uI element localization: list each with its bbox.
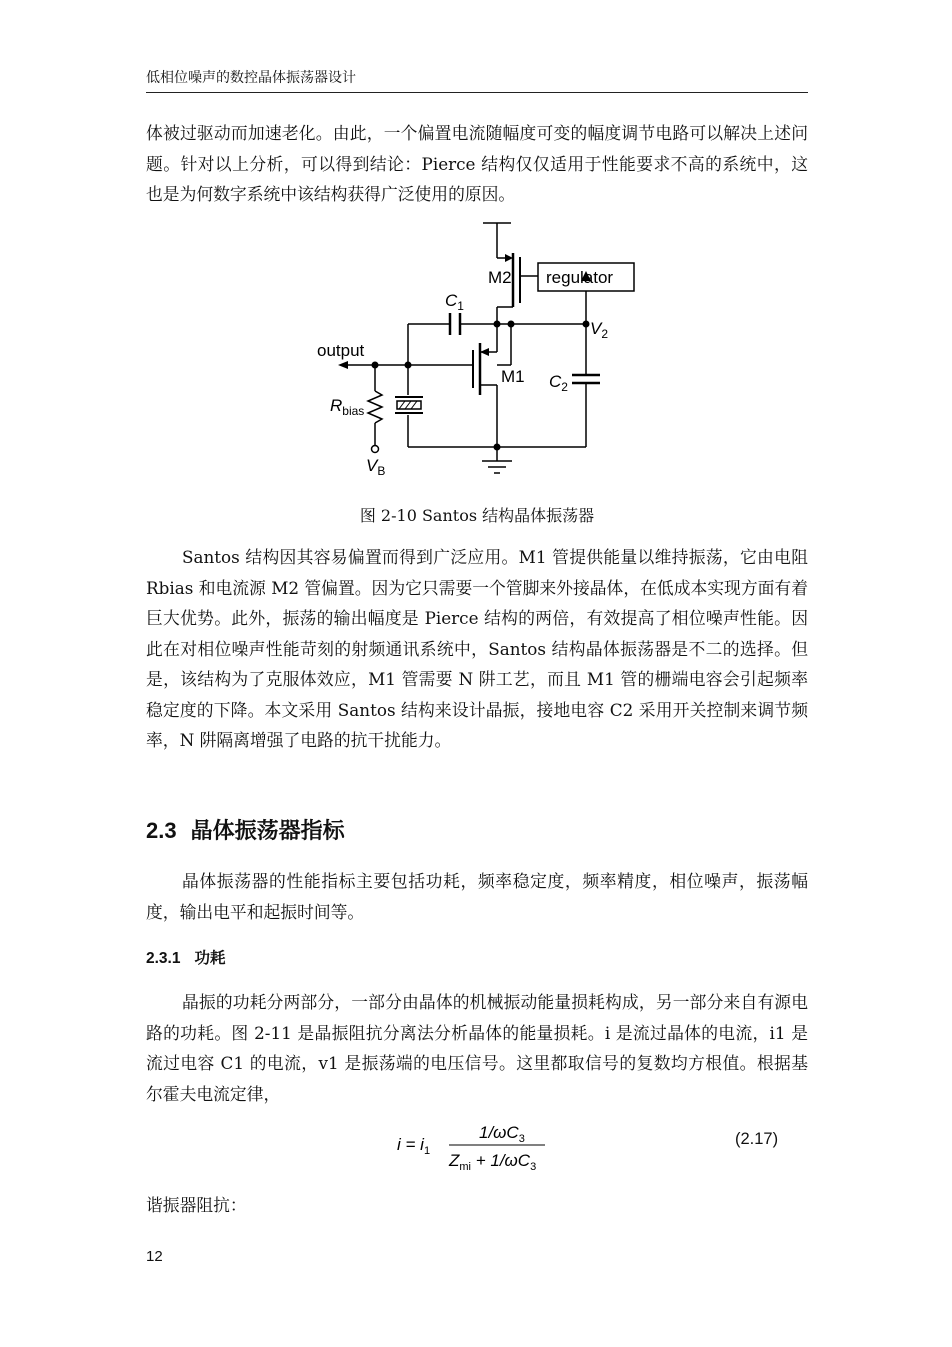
subsection-heading: [146, 946, 226, 968]
label-output: output: [317, 341, 365, 360]
equation-number: (2.17): [735, 1130, 779, 1148]
santos-oscillator-circuit: [300, 215, 660, 485]
figure-caption: 图 2-10 Santos 结构晶体振荡器: [359, 506, 595, 525]
label-rbias: $R_{bias}$: [330, 396, 365, 418]
paragraph-3: 晶体振荡器的性能指标主要包括功耗，频率稳定度，频率精度，相位噪声，振荡幅度，输出电平和起振时间等。: [146, 871, 808, 922]
label-regulator: regulator: [546, 268, 614, 287]
equation-numerator: $1/\omega C_3$: [479, 1123, 525, 1145]
paragraph-2: Santos 结构因其容易偏置而得到广泛应用。M1 管提供能量以维持振荡，它由电阻 Rbias 和电流源 M2 管偏置。因为它只需要一个管脚来外接晶体，在低成本实现方面有着巨大优势。此外，振荡的输出幅度是 Pierce 结构的两倍，有效提高了相位噪声性能。因此在对相位噪声性能苛刻的射频通讯系统中，Santos 结构晶体振荡器是不二的选择。但是，该结构为了克服体效应，M1 管需要 N 阱工艺，而且 M1 管的栅端电容会引起频率稳定度的下降。本文采用 Santos 结构来设计晶振，接地电容 C2 采用开关控制来调节频率，N 阱隔离增强了电路的抗干扰能力。: [146, 547, 808, 750]
label-vb: $V_B$: [366, 456, 386, 478]
label-c2: $C_2$: [549, 372, 568, 394]
section-number: 2.3: [146, 818, 177, 843]
paragraph-4: 晶振的功耗分两部分，一部分由晶体的机械振动能量损耗构成，另一部分来自有源电路的功耗。图 2-11 是晶振阻抗分离法分析晶体的能量损耗。i 是流过晶体的电流，i1 是流过电容 C1 的电流，v1 是振荡端的电压信号。这里都取信号的复数均方根值。根据基尔霍夫电流定律，: [146, 992, 808, 1104]
subsection-title: 功耗: [194, 950, 226, 967]
subsection-number: 2.3.1: [146, 950, 181, 967]
section-heading: [146, 814, 345, 845]
page-number: 12: [146, 1248, 163, 1265]
label-m2: M2: [488, 268, 512, 287]
paragraph-1: 体被过驱动而加速老化。由此，一个偏置电流随幅度可变的幅度调节电路可以解决上述问题。针对以上分析，可以得到结论：Pierce 结构仅仅适用于性能要求不高的系统中，这也是为何数字系统中该结构获得广泛使用的原因。: [146, 123, 808, 204]
label-c1: $C_1$: [445, 291, 464, 313]
label-v2: $V_2$: [590, 319, 609, 341]
running-header: 低相位噪声的数控晶体振荡器设计: [146, 64, 808, 93]
equation-2-17: [395, 1116, 565, 1176]
equation-lhs: $i = i_1$: [397, 1135, 431, 1157]
paragraph-5: 谐振器阻抗：: [146, 1195, 247, 1215]
label-m1: M1: [501, 367, 525, 386]
equation-denominator: $Z_{mi} + 1/\omega C_3$: [449, 1151, 537, 1173]
section-title: 晶体振荡器指标: [190, 818, 345, 843]
